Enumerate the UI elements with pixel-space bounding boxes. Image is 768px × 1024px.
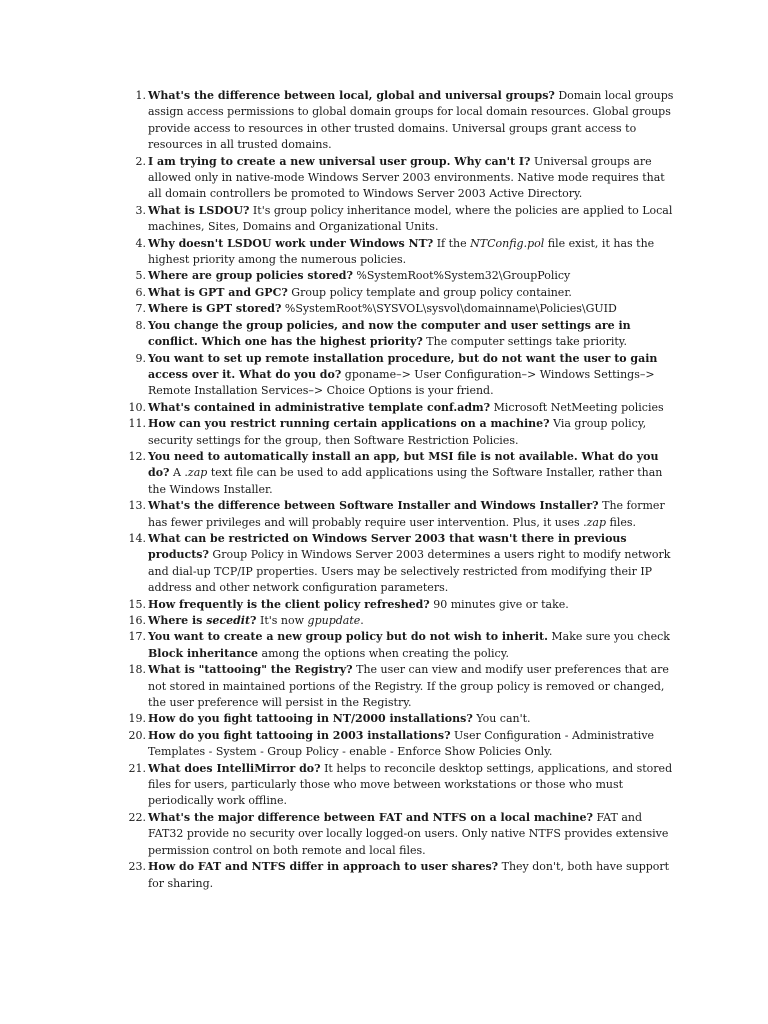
list-item	[120, 154, 680, 203]
item-number: 3.	[135, 203, 146, 217]
question-text: What is GPT and GPC?	[148, 285, 288, 299]
item-number: 22.	[128, 810, 146, 824]
answer-text: Via group policy, security settings for the group, then Software Restriction Policies.	[148, 417, 647, 447]
item-number: 6.	[135, 285, 146, 299]
question-text: What does IntelliMirror do?	[148, 761, 321, 775]
list-item	[120, 728, 680, 761]
item-number: 10.	[128, 400, 146, 414]
answer-text: file exist, it has the highest priority among the numerous policies.	[148, 236, 655, 267]
answer-text: The user can view and modify user preferences that are not stored in maintained portions of the Registry. If the group policy is removed or changed, the user preference will persist in the Registry.	[148, 663, 669, 710]
answer-text: You can't.	[472, 712, 531, 726]
answer-text: Make sure you check	[547, 630, 670, 644]
list-item	[120, 711, 680, 727]
answer-text: 90 minutes give or take.	[429, 597, 569, 611]
answer-emphasis: NTConfig.pol	[470, 236, 545, 250]
list-item	[120, 351, 680, 400]
answer-bold: Block inheritance	[148, 646, 259, 660]
question-text: How can you restrict running certain applications on a machine?	[148, 417, 550, 431]
question-emphasis: secedit	[206, 614, 251, 627]
answer-text: Group policy template and group policy container.	[287, 285, 572, 299]
question-text: What's the difference between local, global and universal groups?	[148, 89, 555, 102]
item-number: 1.	[135, 89, 146, 102]
list-item	[120, 301, 680, 317]
list-item	[120, 629, 680, 662]
answer-text: .	[360, 614, 364, 627]
answer-text: among the options when creating the policy.	[258, 646, 509, 660]
answer-text: It's group policy inheritance model, where the policies are applied to Local machines, Sites, Domains and Organizational Units.	[148, 203, 673, 234]
item-number: 14.	[128, 531, 146, 545]
answer-text: text file can be used to add applications using the Software Installer, rather than the Windows Installer.	[148, 466, 663, 496]
question-text: You want to set up remote installation procedure, but do not want the user to gain access over it. What do you do?	[148, 351, 658, 381]
list-item	[120, 531, 680, 597]
item-number: 9.	[135, 351, 146, 365]
question-text: How do you fight tattooing in NT/2000 installations?	[148, 712, 473, 726]
question-text: How do FAT and NTFS differ in approach to user shares?	[148, 860, 499, 874]
answer-text: The former has fewer privileges and will probably require user intervention. Plus, it uses .	[148, 499, 665, 529]
item-number: 4.	[135, 236, 146, 250]
question-text: You change the group policies, and now the computer and user settings are in conflict. Which one has the highest priority?	[148, 318, 631, 349]
answer-text: Domain local groups assign access permissions to global domain groups for local domain resources. Global groups provide access to resources in other trusted domains. Universal groups grant access to resources in all trusted domains.	[148, 89, 674, 152]
question-text: What is "tattooing" the Registry?	[148, 663, 353, 677]
item-number: 7.	[135, 302, 146, 316]
item-number: 18.	[128, 663, 146, 677]
question-text: What's the major difference between FAT and NTFS on a local machine?	[148, 810, 593, 824]
list-item	[120, 268, 680, 284]
list-item	[120, 761, 680, 810]
question-text: Where are group policies stored?	[148, 269, 353, 283]
question-text: How frequently is the client policy refreshed?	[148, 597, 430, 611]
list-item	[120, 318, 680, 351]
item-number: 23.	[128, 860, 146, 874]
question-text: You want to create a new group policy but do not wish to inherit.	[148, 630, 548, 644]
answer-text: Microsoft NetMeeting policies	[490, 400, 664, 414]
question-text: What can be restricted on Windows Server 2003 that wasn't there in previous products?	[148, 531, 627, 562]
question-text: I am trying to create a new universal user group. Why can't I?	[148, 154, 531, 168]
answer-text: It helps to reconcile desktop settings, applications, and stored files for users, particularly those who move between workstations or those who must periodically work offline.	[148, 761, 673, 808]
question-text: What's the difference between Software Installer and Windows Installer?	[148, 499, 599, 513]
answer-text: Universal groups are allowed only in native-mode Windows Server 2003 environments. Native mode requires that all domain controllers be promoted to Windows Server 2003 Active Directory.	[148, 154, 665, 201]
answer-text: If the	[433, 236, 471, 250]
question-text: What's contained in administrative template conf.adm?	[148, 400, 491, 414]
item-number: 11.	[128, 417, 146, 431]
answer-emphasis: zap	[187, 466, 208, 480]
answer-text: User Configuration - Administrative Templates - System - Group Policy - enable - Enforce Show Policies Only.	[148, 728, 655, 759]
item-number: 19.	[128, 712, 146, 726]
question-text: Where is	[148, 614, 207, 627]
list-item	[120, 498, 680, 531]
item-number: 5.	[135, 269, 146, 283]
item-number: 2.	[135, 154, 146, 168]
answer-emphasis: gpupdate	[307, 614, 361, 627]
question-text: Why doesn't LSDOU work under Windows NT?	[148, 236, 434, 250]
question-text: What is LSDOU?	[148, 203, 250, 217]
answer-text: They don't, both have support for sharing.	[148, 860, 670, 890]
answer-text: A .	[169, 466, 188, 480]
answer-text: FAT and FAT32 provide no security over locally logged-on users. Only native NTFS provides extensive permission control on both remote and local files.	[148, 810, 669, 857]
answer-text: %SystemRoot%\SYSVOL\sysvol\domainname\Policies\GUID	[281, 302, 617, 316]
item-number: 21.	[128, 761, 146, 775]
item-number: 15.	[128, 597, 146, 611]
answer-text: %SystemRoot%System32\GroupPolicy	[352, 269, 571, 283]
answer-text: It's now	[256, 614, 308, 627]
answer-text: The computer settings take priority.	[422, 335, 628, 349]
answer-text: Group Policy in Windows Server 2003 determines a users right to modify network and dial-up TCP/IP properties. Users may be selectively restricted from modifying their IP address and other network configuration parameters.	[148, 548, 671, 595]
question-text: You need to automatically install an app, but MSI file is not available. What do you do?	[148, 449, 659, 480]
answer-text: files.	[606, 515, 637, 529]
answer-emphasis: zap	[586, 515, 607, 529]
list-item	[120, 810, 680, 859]
question-text: Where is GPT stored?	[148, 302, 282, 316]
list-item	[120, 400, 680, 416]
item-number: 16.	[128, 614, 146, 627]
list-item	[120, 859, 680, 892]
list-item	[120, 236, 680, 269]
item-number: 20.	[128, 728, 146, 742]
list-item	[120, 449, 680, 498]
list-item	[120, 203, 680, 236]
answer-text: gponame–> User Configuration–> Windows Settings–> Remote Installation Services–> Choice Options is your friend.	[148, 367, 655, 398]
item-number: 13.	[128, 499, 146, 513]
list-item	[120, 416, 680, 449]
list-item	[120, 662, 680, 711]
question-text: How do you fight tattooing in 2003 installations?	[148, 728, 451, 742]
list-item	[120, 597, 680, 613]
list-item	[120, 285, 680, 301]
item-number: 8.	[135, 318, 146, 332]
list-item	[120, 88, 680, 154]
question-list	[120, 88, 680, 892]
item-number: 17.	[128, 630, 146, 644]
question-text: ?	[250, 614, 257, 627]
item-number: 12.	[128, 449, 146, 463]
list-item	[120, 613, 680, 629]
